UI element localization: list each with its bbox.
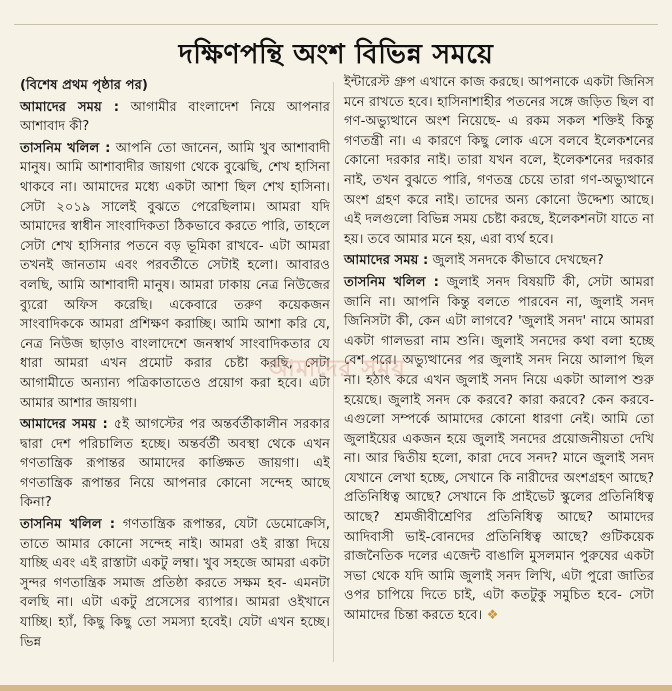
paragraph: [344, 73, 654, 249]
paragraph: [344, 273, 654, 626]
bottom-rule: [0, 685, 672, 691]
continued-from-label: (বিশেষ প্রথম পৃষ্ঠার পর): [20, 78, 148, 93]
watermark: আমাদের সময়: [268, 356, 406, 382]
paragraph-text: আপনি তো জানেন, আমি খুব আশাবাদী মানুষ। আমি আশাবাদীর জায়গা থেকে বুঝেছি, শেখ হাসিনা থাকবে না। আমাদের মধ্যে একটা আশা ছিল শেখ হাসিনা। সেটা ২০১৯ সালেই বুঝতে পেরেছিলাম। আমরা যদি আমাদের স্বাধীন সাংবাদিকতা ঠিকভাবে করতে পারি, তাহলে সেটা শেখ হাসিনার পতনে বড় ভূমিকা রাখবে- এটা আমরা তখনই জানতাম এবং পরবর্তীতে সেটাই হলো। আবারও বলছি, আমি আশাবাদী মানুষ। আমরা ঢাকায় নেত্র নিউজের ব্যুরো অফিস করেছি। একেবারে তরুণ কয়েকজন সাংবাদিককে আমরা প্রশিক্ষণ করাচ্ছি। আমি আশা করি যে, নেত্র নিউজ ছাড়াও বাংলাদেশে জনস্বার্থ সাংবাদিকতার যে ধারা আমরা এখন প্রমোট করার চেষ্টা করছি, সেটা আগামীতে অন্যান্য পত্রিকাতাতেও প্রয়োগ করা হবে। এটা আমার আশার জায়গা।: [20, 140, 330, 411]
end-mark-icon: ❖: [486, 608, 499, 624]
column-divider: [333, 82, 334, 662]
speaker-name: আমাদের সময় :: [20, 417, 108, 433]
speaker-name: আমাদের সময় :: [344, 253, 429, 269]
article-headline: দক্ষিণপন্থি অংশ বিভিন্ন সময়ে: [178, 39, 494, 70]
speaker-name: আমাদের সময় :: [20, 99, 120, 115]
paragraph-text: গণতান্ত্রিক রূপান্তর, যেটা ডেমোক্রেসি, তাতে আমার কোনো সন্দেহ নাই। আমরা ওই রাস্তা দিয়ে যাচ্ছি এবং এই রাস্তাটা একটু লম্বা। খুব সহজে আমরা একটা সুন্দর গণতান্ত্রিক সমাজ প্রতিষ্ঠা করতে সক্ষম হব- এমনটা বলছি না। এটা একটু প্রসেসের ব্যাপার। আমরা ওইখানে যাচ্ছি। হ্যাঁ, কিছু কিছু তো সমস্যা হবেই। যেটা এখন হচ্ছে। ভিন্ন: [20, 517, 330, 650]
paragraph: [20, 98, 330, 137]
top-rule: [14, 24, 658, 25]
paragraph-text: ৫ই আগস্টের পর অন্তর্বর্তীকালীন সরকার দ্বারা দেশ পরিচালিত হচ্ছে। অন্তর্বর্তী অবস্থা থেকে এখন গণতান্ত্রিক রূপান্তর আমাদের কাঙ্ক্ষিত জায়গা। এই গণতান্ত্রিক রূপান্তর নিয়ে আপনার কোনো সন্দেহ আছে কিনা?: [20, 417, 330, 511]
paragraph: [20, 515, 330, 652]
speaker-name: তাসনিম খলিল :: [344, 274, 439, 290]
speaker-name: তাসনিম খলিল :: [20, 517, 116, 533]
left-column: [20, 76, 330, 654]
paragraph: [20, 415, 330, 513]
right-column: [344, 73, 654, 628]
paragraph: [344, 251, 654, 271]
paragraph-text: জুলাই সনদ বিষয়টি কী, সেটা আমরা জানি না। আপনি কিন্তু বলতে পারবেন না, জুলাই সনদ জিনিসটা কী, কেন এটা লাগবে? 'জুলাই সনদ' নামে আমরা একটা গালভরা নাম শুনি। জুলাই সনদের কথা বলা হচ্ছে বেশ পরে। অভ্যুত্থানের পর জুলাই সনদ নিয়ে আলাপ ছিল না। হঠাৎ করে এখন জুলাই সনদ নিয়ে একটা আলাপ শুরু হয়েছে। জুলাই সনদ কে করবে? কারা করবে? কেন করবে- এগুলো সম্পর্কে আমাদের কোনো ধারণা নেই। আমি তো জুলাইয়ের একজন হয়ে জুলাই সনদের প্রয়োজনীয়তা দেখি না। আর দ্বিতীয় হলো, কারা দেবে সনদ? মানে জুলাই সনদ যেখানে লেখা হচ্ছে, সেখানে কি নারীদের অংশগ্রহণ আছে? প্রতিনিধিত্ব আছে? সেখানে কি প্রাইভেট স্কুলের প্রতিনিধিত্ব আছে? শ্রমজীবীশ্রেণির প্রতিনিধিত্ব আছে? আমাদের আদিবাসী ভাই-বোনদের প্রতিনিধিত্ব আছে? গুটিকয়েক রাজনৈতিক দলের এজেন্ট বাঙালি মুসলমান পুরুষের একটা সভা থেকে যদি আমি জুলাই সনদ লিখি, এটা পুরো জাতির ওপর চাপিয়ে দিতে চাই, এটা কতটুকু সমুচিত হবে- সেটা আমাদের চিন্তা করতে হবে।: [344, 274, 654, 624]
paragraph-text: আগামীর বাংলাদেশ নিয়ে আপনার আশাবাদ কী?: [20, 99, 330, 135]
paragraph-text: জুলাই সনদকে কীভাবে দেখছেন?: [428, 253, 604, 269]
paragraph-text: ইন্টারেস্ট গ্রুপ এখানে কাজ করছে। আপনাকে একটা জিনিস মনে রাখতে হবে। হাসিনাশাহীর পতনের সঙ্গে জড়িত ছিল বা গণ-অভ্যুত্থানে অংশ নিয়েছে- এ রকম সকল শক্তিই কিন্তু গণতন্ত্রী না। এ কারণে কিছু লোক এসে বলবে ইলেকশনের কোনো দরকার নাই। তারা যখন বলে, ইলেকশনের দরকার নাই, তখন বুঝতে পারি, গণতন্ত্র চেয়ে তারা গণ-অভ্যুত্থানে অংশ গ্রহণ করে নাই। তাদের অন্য কোনো উদ্দেশ্য আছে। এই দলগুলো বিভিন্ন সময় চেষ্টা করছে, ইলেকশনটা যাতে না হয়। তবে আমার মনে হয়, এরা ব্যর্থ হবে।: [344, 75, 654, 247]
paragraph: [20, 139, 330, 413]
speaker-name: তাসনিম খলিল :: [20, 140, 111, 156]
